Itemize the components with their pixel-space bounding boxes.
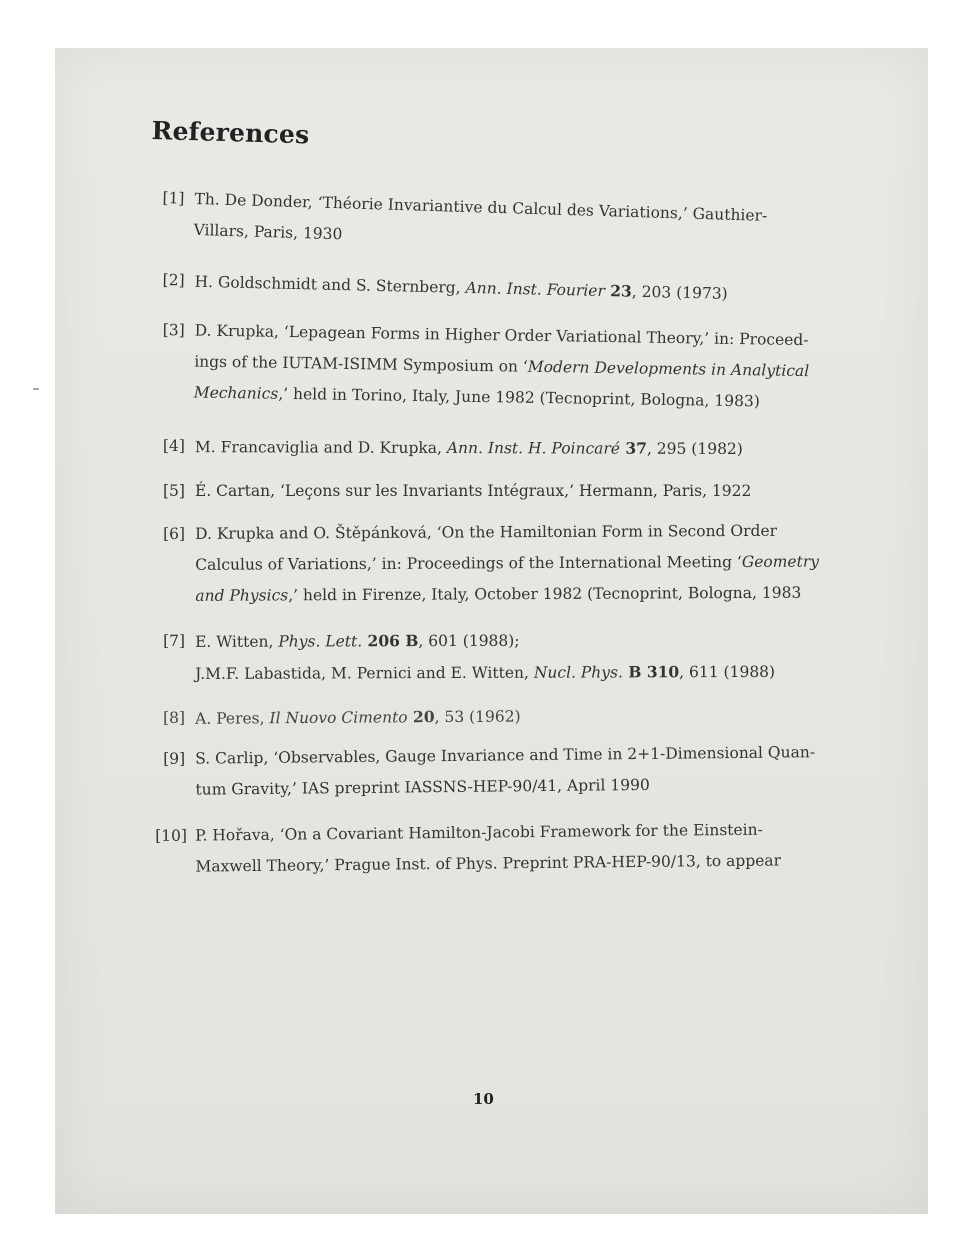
reference-3 <box>162 315 810 418</box>
reference-2 <box>162 265 728 310</box>
reference-text-line: D. Krupka, ‘Lepagean Forms in Higher Order Variational Theory,’ in: Proceed- <box>194 321 809 350</box>
reference-text-line: A. Peres, Il Nuovo Cimento 20, 53 (1962) <box>195 707 521 728</box>
volume-number: 37 <box>619 438 647 458</box>
book-title: Mechanics <box>193 383 279 403</box>
reference-1 <box>161 183 767 263</box>
reference-number: [8] <box>163 708 186 727</box>
reference-number: [1] <box>162 188 185 208</box>
reference-number: [6] <box>163 524 186 543</box>
page-title: References <box>151 116 310 150</box>
reference-7 <box>163 624 775 690</box>
dust-speck <box>33 388 39 390</box>
journal-name: Ann. Inst. Fourier <box>465 278 606 301</box>
volume-number: B 310 <box>622 662 680 682</box>
reference-text-line: P. Hořava, ‘On a Covariant Hamilton-Jacobi Framework for the Einstein- <box>195 820 763 845</box>
reference-text-line: S. Carlip, ‘Observables, Gauge Invariance and Time in 2+1-Dimensional Quan- <box>195 743 816 768</box>
book-title: Geometry <box>741 552 820 571</box>
journal-name: Phys. Lett. <box>278 632 363 651</box>
reference-text-line: Calculus of Variations,’ in: Proceedings of the International Meeting ‘Geometry <box>195 552 820 574</box>
reference-text-line: D. Krupka and O. Štěpánková, ‘On the Hamiltonian Form in Second Order <box>195 521 778 543</box>
journal-name: Il Nuovo Cimento <box>269 708 408 728</box>
reference-text-line: É. Cartan, ‘Leçons sur les Invariants Intégraux,’ Hermann, Paris, 1922 <box>195 482 752 500</box>
reference-number: [2] <box>162 270 185 290</box>
reference-number: [4] <box>162 436 185 456</box>
reference-text-line: Mechanics,’ held in Torino, Italy, June 1982 (Tecnoprint, Bologna, 1983) <box>193 383 760 411</box>
reference-text-line: tum Gravity,’ IAS preprint IASSNS-HEP-90/41, April 1990 <box>195 775 650 799</box>
reference-number: [5] <box>163 482 185 500</box>
reference-6 <box>163 516 819 612</box>
reference-text-line: M. Francaviglia and D. Krupka, Ann. Inst. H. Poincaré 37, 295 (1982) <box>194 438 743 459</box>
reference-8 <box>163 701 521 735</box>
reference-text-line: and Physics,’ held in Firenze, Italy, October 1982 (Tecnoprint, Bologna, 1983 <box>195 583 802 605</box>
reference-number: [3] <box>162 320 185 340</box>
reference-text-line: H. Goldschmidt and S. Sternberg, Ann. Inst. Fourier 23, 203 (1973) <box>194 272 728 303</box>
reference-text-line: ings of the IUTAM-ISIMM Symposium on ‘Modern Developments in Analytical <box>194 352 810 381</box>
journal-name: Ann. Inst. H. Poincaré <box>446 438 621 458</box>
reference-number: [7] <box>163 631 186 650</box>
book-title: Modern Developments in Analytical <box>527 357 810 381</box>
volume-number: 206 B <box>362 631 419 651</box>
reference-text-line: Th. De Donder, ‘Théorie Invariantive du Calcul des Variations,’ Gauthier- <box>194 189 768 225</box>
book-title: and Physics <box>195 586 289 605</box>
volume-number: 20 <box>407 707 435 727</box>
reference-text-line: E. Witten, Phys. Lett. 206 B, 601 (1988); <box>195 631 520 651</box>
volume-number: 23 <box>604 281 633 301</box>
reference-5 <box>163 476 751 507</box>
reference-text-line: J.M.F. Labastida, M. Pernici and E. Witten, Nucl. Phys. B 310, 611 (1988) <box>195 662 776 683</box>
reference-4 <box>163 431 743 465</box>
document-page <box>55 48 928 1214</box>
reference-text-line: Maxwell Theory,’ Prague Inst. of Phys. Preprint PRA-HEP-90/13, to appear <box>195 851 782 876</box>
reference-number: [9] <box>163 749 186 768</box>
reference-10 <box>155 814 781 883</box>
reference-number: [10] <box>155 826 188 845</box>
reference-text-line: Villars, Paris, 1930 <box>193 220 343 244</box>
reference-9 <box>163 737 816 806</box>
page-number: 10 <box>473 1090 494 1108</box>
journal-name: Nucl. Phys. <box>533 663 623 682</box>
